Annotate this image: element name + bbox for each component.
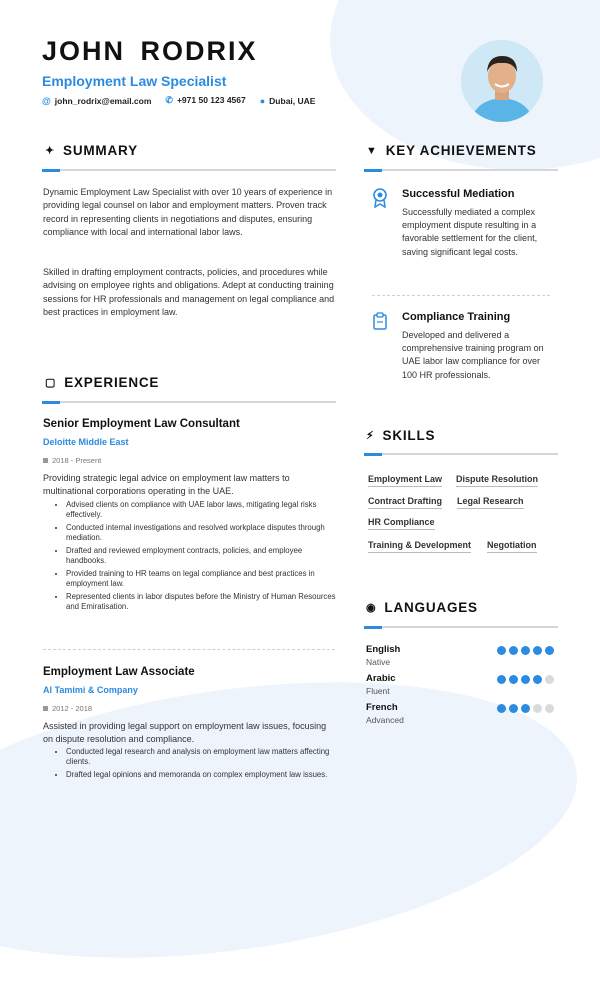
rating-dot bbox=[509, 704, 518, 713]
rating-dot bbox=[521, 675, 530, 684]
job-desc-2: Assisted in providing legal support on employment law issues, focusing on dispute resolution and compliance. bbox=[43, 721, 327, 744]
job-title-1: Senior Employment Law Consultant bbox=[43, 418, 240, 430]
location-pin-icon: ● bbox=[259, 95, 266, 106]
list-item: • Drafted and reviewed employment contracts, policies, and employee handbooks. bbox=[66, 546, 336, 566]
calendar-icon bbox=[43, 706, 48, 711]
skills-heading: ⚡︎ SKILLS bbox=[366, 428, 436, 443]
rating-dot bbox=[497, 704, 506, 713]
background-shape-bottom bbox=[0, 643, 595, 997]
job-date-2: 2012 - 2018 bbox=[43, 704, 92, 713]
summary-rule bbox=[42, 169, 336, 171]
job-bullets-2 bbox=[44, 747, 336, 783]
rating-dot bbox=[497, 675, 506, 684]
skills-rule bbox=[364, 453, 558, 455]
job-desc-1: Providing strategic legal advice on employment law matters to multinational corporations operating in the UAE. bbox=[43, 473, 290, 496]
location-text: Dubai, UAE bbox=[269, 95, 316, 106]
profile-photo bbox=[461, 40, 543, 122]
rating-dot bbox=[545, 646, 554, 655]
list-item: • Provided training to HR teams on legal compliance and best practices in employment law. bbox=[66, 569, 336, 589]
contact-email[interactable] bbox=[42, 96, 151, 106]
rating-dot bbox=[533, 675, 542, 684]
language-rating-2 bbox=[497, 675, 554, 684]
skill-tag: Negotiation bbox=[487, 540, 537, 553]
achievement-divider bbox=[372, 295, 550, 296]
rating-dot bbox=[521, 646, 530, 655]
contact-phone[interactable] bbox=[165, 95, 245, 106]
rating-dot bbox=[533, 646, 542, 655]
job-title-2: Employment Law Associate bbox=[43, 666, 195, 678]
candidate-role: Employment Law Specialist bbox=[42, 73, 227, 89]
language-rating-3 bbox=[497, 704, 554, 713]
language-level-3: Advanced bbox=[366, 715, 404, 725]
job-company-2: Al Tamimi & Company bbox=[43, 685, 138, 695]
phone-text: +971 50 123 4567 bbox=[176, 95, 246, 105]
list-item: • Drafted legal opinions and memoranda on complex employment law issues. bbox=[66, 770, 336, 780]
skill-tag: Training & Development bbox=[368, 540, 471, 553]
languages-rule bbox=[364, 626, 558, 628]
language-name-3: French bbox=[366, 702, 398, 713]
language-name-1: English bbox=[366, 644, 401, 655]
sparkle-icon: ✦ bbox=[45, 145, 56, 157]
contact-bar bbox=[42, 95, 315, 106]
job-divider bbox=[43, 649, 335, 650]
calendar-icon bbox=[43, 458, 48, 463]
language-rating-1 bbox=[497, 646, 554, 655]
rating-dot bbox=[545, 704, 554, 713]
rating-dot bbox=[533, 704, 542, 713]
achievement-title-1: Successful Mediation bbox=[402, 188, 515, 200]
list-item: • Represented clients in labor disputes before the Ministry of Human Resources and Emiratisation. bbox=[66, 592, 336, 612]
skill-tag: Legal Research bbox=[457, 496, 524, 509]
summary-heading: ✦ SUMMARY bbox=[45, 143, 138, 158]
globe-icon: ◉ bbox=[366, 602, 377, 614]
job-company-1: Deloitte Middle East bbox=[43, 437, 129, 447]
summary-paragraph-2: Skilled in drafting employment contracts, policies, and procedures while advising on employee rights and obligations. Adept at conducting training sessions for HR professionals and management on legal compliance and best practices in employment law. bbox=[43, 267, 335, 318]
contact-location bbox=[260, 96, 316, 106]
at-icon: @ bbox=[42, 95, 51, 106]
trophy-icon: ▼ bbox=[366, 144, 378, 157]
clipboard-icon bbox=[372, 312, 388, 335]
achievement-desc-2: Developed and delivered a comprehensive training program on UAE labor law compliance for over 100 HR professionals. bbox=[402, 330, 544, 380]
achievements-rule bbox=[364, 169, 558, 171]
rating-dot bbox=[545, 675, 554, 684]
languages-heading: ◉ LANGUAGES bbox=[366, 600, 478, 615]
summary-paragraph-1: Dynamic Employment Law Specialist with over 10 years of experience in providing legal counsel on labor and employment matters. Proven track record in representing clients in negotiations and disputes, ensuring compliance with local and international labor laws. bbox=[43, 187, 333, 238]
list-item: • Conducted internal investigations and resolved workplace disputes through mediation. bbox=[66, 523, 336, 543]
rating-dot bbox=[509, 675, 518, 684]
skill-tag: Contract Drafting bbox=[368, 496, 442, 509]
skill-tag: HR Compliance bbox=[368, 517, 435, 530]
experience-heading: ▢ EXPERIENCE bbox=[45, 375, 160, 390]
rating-dot bbox=[521, 704, 530, 713]
lightning-icon: ⚡︎ bbox=[366, 430, 375, 442]
briefcase-icon: ▢ bbox=[45, 377, 57, 389]
job-date-1: 2018 - Present bbox=[43, 456, 101, 465]
achievement-desc-1: Successfully mediated a complex employment dispute resulting in a favorable settlement for the client, saving significant legal costs. bbox=[402, 207, 538, 257]
language-name-2: Arabic bbox=[366, 673, 396, 684]
job-bullets-1 bbox=[44, 500, 336, 615]
skill-tag: Dispute Resolution bbox=[456, 474, 538, 487]
email-text: john_rodrix@email.com bbox=[54, 95, 152, 106]
language-level-1: Native bbox=[366, 657, 391, 667]
medal-icon bbox=[372, 188, 388, 213]
rating-dot bbox=[509, 646, 518, 655]
language-level-2: Fluent bbox=[366, 686, 390, 696]
achievements-heading: ▼ KEY ACHIEVEMENTS bbox=[366, 143, 537, 158]
skill-tag: Employment Law bbox=[368, 474, 442, 487]
phone-icon: ✆ bbox=[165, 95, 173, 105]
list-item: • Advised clients on compliance with UAE labor laws, mitigating legal risks effectively. bbox=[66, 500, 336, 520]
list-item: • Conducted legal research and analysis on employment law matters affecting clients. bbox=[66, 747, 336, 767]
experience-rule bbox=[42, 401, 336, 403]
achievement-title-2: Compliance Training bbox=[402, 311, 511, 323]
candidate-name: JOHN RODRIX bbox=[42, 36, 258, 66]
rating-dot bbox=[497, 646, 506, 655]
